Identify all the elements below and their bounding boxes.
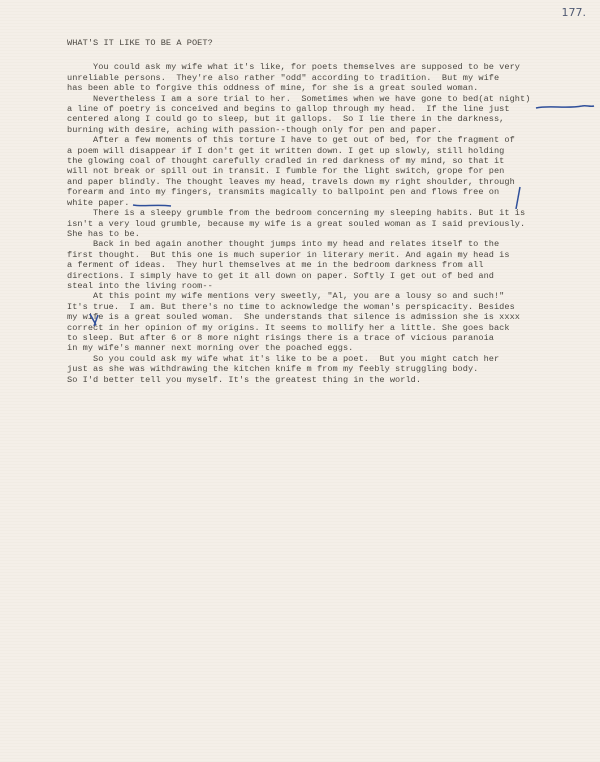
text-line: Nevertheless I am a sore trial to her. Sometimes when we have gone to bed(at night) (67, 93, 531, 104)
text-line: centered along I could go to sleep, but it gallops. So I lie there in the darkness, (67, 114, 505, 125)
text-line: forearm and into my fingers, transmits magically to ballpoint pen and flows free on (67, 187, 500, 198)
text-line: just as she was withdrawing the kitchen knife m from my feebly struggling body. (67, 364, 479, 375)
text-line: to sleep. But after 6 or 8 more night risings there is a trace of vicious paranoia (67, 332, 494, 343)
text-line: At this point my wife mentions very sweetly, "Al, you are a lousy so and such!" (67, 291, 505, 302)
text-line: will not break or spill out in transit. I fumble for the light switch, grope for pen (67, 166, 505, 177)
text-line: isn't a very loud grumble, because my wife is a great souled woman as I said previously. (67, 218, 526, 229)
text-line: steal into the living room-- (67, 280, 213, 291)
text-line: It's true. I am. But there's no time to acknowledge the woman's perspicacity. Besides (67, 301, 515, 312)
paragraph-lines (67, 62, 587, 385)
text-line: So I'd better tell you myself. It's the greatest thing in the world. (67, 374, 422, 385)
text-line: the glowing coal of thought carefully cradled in red darkness of my mind, so that it (67, 156, 505, 167)
text-line: She has to be. (67, 228, 140, 239)
text-line: correct in her opinion of my origins. It seems to mollify her a little. She goes back (67, 322, 510, 333)
text-line: There is a sleepy grumble from the bedroom concerning my sleeping habits. But it is (67, 208, 526, 219)
text-line: and paper blindly. The thought leaves my head, travels down my right shoulder, through (67, 176, 515, 187)
text-line: has been able to forgive this oddness of mine, for she is a great souled woman. (67, 83, 479, 94)
document-title: WHAT'S IT LIKE TO BE A POET? (67, 38, 213, 48)
text-line: You could ask my wife what it's like, for poets themselves are supposed to be very (67, 62, 521, 73)
text-line: my wife is a great souled woman. She understands that silence is admission she is xxxx (67, 312, 521, 323)
text-line: directions. I simply have to get it all down on paper. Softly I get out of bed and (67, 270, 494, 281)
text-line: So you could ask my wife what it's like to be a poet. But you might catch her (67, 353, 500, 364)
text-line: white paper. (67, 197, 130, 208)
text-line: a ferment of ideas. They hurl themselves at me in the bedroom darkness from all (67, 260, 484, 271)
text-line: Back in bed again another thought jumps into my head and relates itself to the (67, 239, 500, 250)
text-line: in my wife's manner next morning over the poached eggs. (67, 343, 354, 354)
typescript-body (67, 38, 587, 385)
text-line: a line of poetry is conceived and begins to gallop through my head. If the line just (67, 104, 510, 115)
text-line: unreliable persons. They're also rather "odd" according to tradition. But my wife (67, 72, 500, 83)
text-line: a poem will disappear if I don't get it written down. I get up slowly, still holding (67, 145, 505, 156)
text-line: After a few moments of this torture I have to get out of bed, for the fragment of (67, 135, 515, 146)
text-line: burning with desire, aching with passion--though only for pen and paper. (67, 124, 442, 135)
text-line: first thought. But this one is much superior in literary merit. And again my head is (67, 249, 510, 260)
page-number: 177. (561, 6, 586, 19)
